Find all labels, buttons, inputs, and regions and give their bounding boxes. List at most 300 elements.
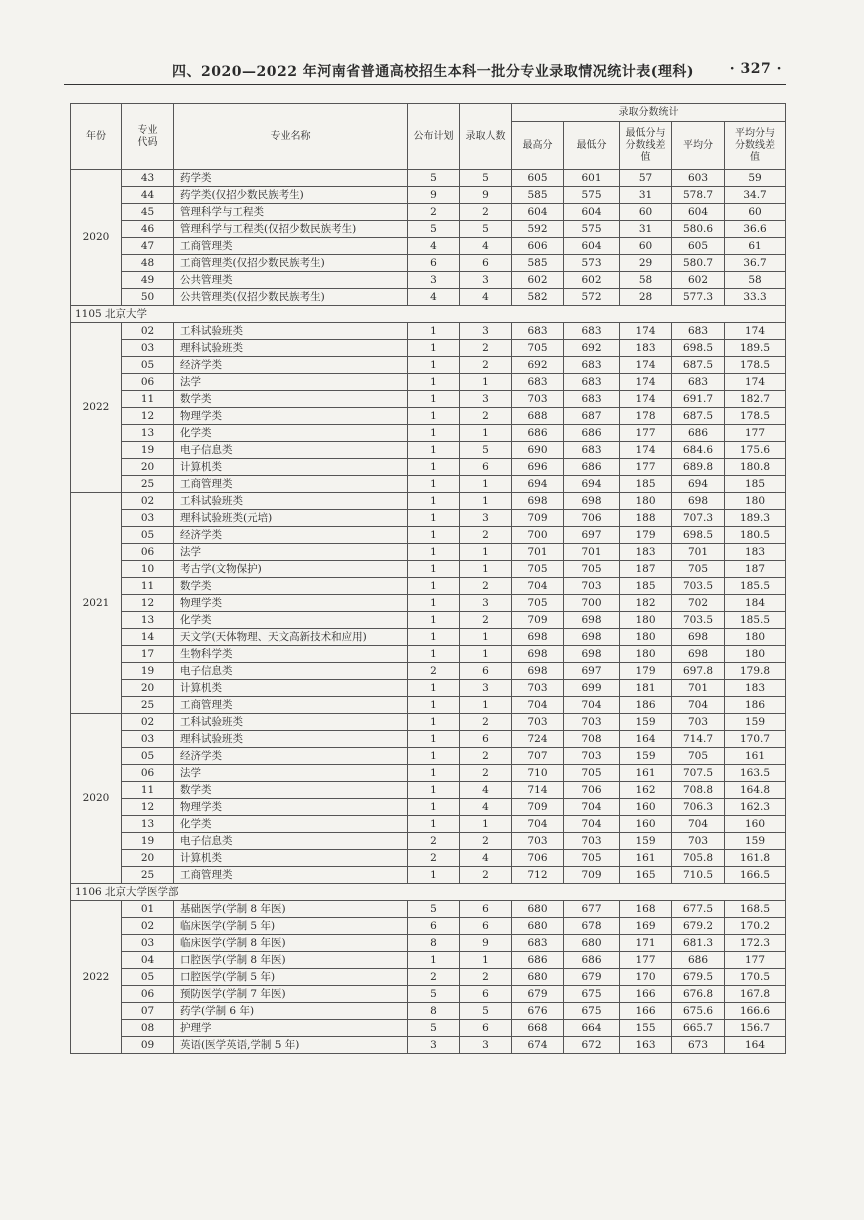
min-cell: 664: [564, 1020, 620, 1037]
major-name-cell: 化学类: [174, 425, 408, 442]
plan-cell: 9: [408, 187, 460, 204]
major-name-cell: 物理学类: [174, 408, 408, 425]
avg-diff-cell: 58: [725, 272, 786, 289]
code-cell: 02: [122, 493, 174, 510]
avg-diff-cell: 180: [725, 629, 786, 646]
page-header: [64, 58, 794, 82]
code-cell: 05: [122, 527, 174, 544]
major-name-cell: 法学: [174, 765, 408, 782]
major-name-cell: 天文学(天体物理、天文高新技术和应用): [174, 629, 408, 646]
max-cell: 704: [512, 578, 564, 595]
min-diff-cell: 180: [620, 629, 672, 646]
major-name-cell: 工科试验班类: [174, 493, 408, 510]
min-cell: 704: [564, 697, 620, 714]
max-cell: 714: [512, 782, 564, 799]
code-cell: 06: [122, 544, 174, 561]
max-cell: 704: [512, 697, 564, 714]
table-row: [71, 595, 786, 612]
admitted-cell: 5: [460, 170, 512, 187]
avg-cell: 687.5: [672, 357, 725, 374]
code-cell: 02: [122, 323, 174, 340]
major-name-cell: 化学类: [174, 816, 408, 833]
avg-diff-cell: 166.6: [725, 1003, 786, 1020]
year-cell: 2021: [71, 493, 122, 714]
avg-diff-cell: 174: [725, 323, 786, 340]
plan-cell: 1: [408, 646, 460, 663]
min-cell: 686: [564, 952, 620, 969]
min-diff-cell: 180: [620, 646, 672, 663]
code-cell: 19: [122, 833, 174, 850]
min-cell: 683: [564, 442, 620, 459]
admitted-cell: 6: [460, 918, 512, 935]
page-number: · 327 ·: [729, 61, 782, 77]
major-name-cell: 工科试验班类: [174, 714, 408, 731]
avg-cell: 708.8: [672, 782, 725, 799]
avg-diff-cell: 160: [725, 816, 786, 833]
code-cell: 13: [122, 816, 174, 833]
code-cell: 25: [122, 697, 174, 714]
major-name-cell: 预防医学(学制 7 年医): [174, 986, 408, 1003]
min-cell: 687: [564, 408, 620, 425]
table-row: [71, 204, 786, 221]
avg-cell: 683: [672, 323, 725, 340]
max-cell: 696: [512, 459, 564, 476]
admitted-cell: 3: [460, 391, 512, 408]
min-diff-cell: 179: [620, 663, 672, 680]
min-diff-cell: 180: [620, 612, 672, 629]
code-cell: 45: [122, 204, 174, 221]
major-name-cell: 临床医学(学制 8 年医): [174, 935, 408, 952]
avg-cell: 702: [672, 595, 725, 612]
max-cell: 686: [512, 952, 564, 969]
avg-cell: 703: [672, 833, 725, 850]
min-diff-cell: 174: [620, 323, 672, 340]
min-cell: 683: [564, 357, 620, 374]
avg-diff-cell: 187: [725, 561, 786, 578]
major-name-cell: 工科试验班类: [174, 323, 408, 340]
major-name-cell: 计算机类: [174, 680, 408, 697]
max-cell: 709: [512, 799, 564, 816]
plan-cell: 8: [408, 935, 460, 952]
min-cell: 573: [564, 255, 620, 272]
avg-cell: 698.5: [672, 340, 725, 357]
avg-cell: 703.5: [672, 578, 725, 595]
table-row: [71, 799, 786, 816]
max-cell: 698: [512, 493, 564, 510]
avg-cell: 675.6: [672, 1003, 725, 1020]
min-diff-cell: 57: [620, 170, 672, 187]
min-diff-cell: 165: [620, 867, 672, 884]
admitted-cell: 1: [460, 544, 512, 561]
min-cell: 683: [564, 374, 620, 391]
min-diff-cell: 183: [620, 544, 672, 561]
institution-label: 1106 北京大学医学部: [71, 884, 786, 901]
code-cell: 11: [122, 391, 174, 408]
min-diff-cell: 174: [620, 391, 672, 408]
avg-diff-cell: 179.8: [725, 663, 786, 680]
avg-cell: 701: [672, 680, 725, 697]
min-diff-cell: 60: [620, 238, 672, 255]
min-cell: 698: [564, 646, 620, 663]
table-row: [71, 901, 786, 918]
avg-cell: 673: [672, 1037, 725, 1054]
avg-cell: 705.8: [672, 850, 725, 867]
admitted-cell: 1: [460, 646, 512, 663]
plan-cell: 1: [408, 391, 460, 408]
code-cell: 02: [122, 918, 174, 935]
plan-cell: 1: [408, 578, 460, 595]
max-cell: 680: [512, 901, 564, 918]
code-cell: 13: [122, 612, 174, 629]
major-name-cell: 临床医学(学制 5 年): [174, 918, 408, 935]
admitted-cell: 2: [460, 340, 512, 357]
max-cell: 706: [512, 850, 564, 867]
min-diff-cell: 159: [620, 748, 672, 765]
avg-diff-cell: 170.5: [725, 969, 786, 986]
header-score-stats: 录取分数统计: [512, 104, 786, 122]
major-name-cell: 经济学类: [174, 748, 408, 765]
avg-diff-cell: 180.5: [725, 527, 786, 544]
max-cell: 680: [512, 918, 564, 935]
plan-cell: 1: [408, 340, 460, 357]
admitted-cell: 2: [460, 612, 512, 629]
admitted-cell: 6: [460, 663, 512, 680]
max-cell: 602: [512, 272, 564, 289]
min-diff-cell: 31: [620, 221, 672, 238]
code-cell: 10: [122, 561, 174, 578]
code-cell: 05: [122, 969, 174, 986]
avg-diff-cell: 164.8: [725, 782, 786, 799]
avg-cell: 698: [672, 629, 725, 646]
table-body: [71, 170, 786, 1054]
table-row: [71, 510, 786, 527]
avg-cell: 707.3: [672, 510, 725, 527]
min-cell: 601: [564, 170, 620, 187]
admitted-cell: 2: [460, 969, 512, 986]
admitted-cell: 3: [460, 595, 512, 612]
avg-diff-cell: 178.5: [725, 408, 786, 425]
avg-diff-cell: 185.5: [725, 578, 786, 595]
avg-diff-cell: 33.3: [725, 289, 786, 306]
header-major-name: 专业名称: [174, 104, 408, 170]
max-cell: 683: [512, 935, 564, 952]
table-row: [71, 748, 786, 765]
table-row: [71, 833, 786, 850]
table-row: [71, 170, 786, 187]
plan-cell: 1: [408, 731, 460, 748]
code-cell: 06: [122, 374, 174, 391]
major-name-cell: 工商管理类(仅招少数民族考生): [174, 255, 408, 272]
year-cell: 2022: [71, 901, 122, 1054]
table-row: [71, 221, 786, 238]
avg-diff-cell: 34.7: [725, 187, 786, 204]
avg-diff-cell: 189.3: [725, 510, 786, 527]
table-row: [71, 816, 786, 833]
major-name-cell: 经济学类: [174, 357, 408, 374]
admitted-cell: 2: [460, 408, 512, 425]
major-name-cell: 工商管理类: [174, 238, 408, 255]
plan-cell: 6: [408, 918, 460, 935]
max-cell: 698: [512, 646, 564, 663]
min-cell: 705: [564, 765, 620, 782]
avg-diff-cell: 159: [725, 714, 786, 731]
min-diff-cell: 159: [620, 833, 672, 850]
min-cell: 675: [564, 986, 620, 1003]
code-cell: 06: [122, 986, 174, 1003]
code-cell: 06: [122, 765, 174, 782]
admitted-cell: 5: [460, 221, 512, 238]
min-cell: 686: [564, 459, 620, 476]
major-name-cell: 管理科学与工程类: [174, 204, 408, 221]
min-diff-cell: 183: [620, 340, 672, 357]
major-name-cell: 工商管理类: [174, 697, 408, 714]
code-cell: 01: [122, 901, 174, 918]
avg-cell: 698.5: [672, 527, 725, 544]
code-cell: 20: [122, 850, 174, 867]
code-cell: 25: [122, 867, 174, 884]
avg-diff-cell: 59: [725, 170, 786, 187]
avg-diff-cell: 164: [725, 1037, 786, 1054]
avg-diff-cell: 170.2: [725, 918, 786, 935]
major-name-cell: 公共管理类: [174, 272, 408, 289]
min-diff-cell: 182: [620, 595, 672, 612]
admitted-cell: 6: [460, 1020, 512, 1037]
plan-cell: 2: [408, 833, 460, 850]
plan-cell: 1: [408, 459, 460, 476]
min-cell: 709: [564, 867, 620, 884]
major-name-cell: 药学(学制 6 年): [174, 1003, 408, 1020]
min-diff-cell: 161: [620, 850, 672, 867]
max-cell: 709: [512, 510, 564, 527]
avg-cell: 580.7: [672, 255, 725, 272]
table-row: [71, 986, 786, 1003]
plan-cell: 1: [408, 952, 460, 969]
admitted-cell: 5: [460, 1003, 512, 1020]
table-row: [71, 374, 786, 391]
code-cell: 14: [122, 629, 174, 646]
admitted-cell: 4: [460, 799, 512, 816]
major-name-cell: 公共管理类(仅招少数民族考生): [174, 289, 408, 306]
major-name-cell: 法学: [174, 544, 408, 561]
code-cell: 25: [122, 476, 174, 493]
admitted-cell: 2: [460, 748, 512, 765]
major-name-cell: 英语(医学英语,学制 5 年): [174, 1037, 408, 1054]
year-cell: 2020: [71, 714, 122, 884]
code-cell: 50: [122, 289, 174, 306]
min-diff-cell: 162: [620, 782, 672, 799]
avg-diff-cell: 60: [725, 204, 786, 221]
avg-cell: 683: [672, 374, 725, 391]
plan-cell: 1: [408, 442, 460, 459]
avg-cell: 689.8: [672, 459, 725, 476]
major-name-cell: 药学类(仅招少数民族考生): [174, 187, 408, 204]
avg-cell: 679.2: [672, 918, 725, 935]
table-row: [71, 289, 786, 306]
min-diff-cell: 181: [620, 680, 672, 697]
avg-diff-cell: 167.8: [725, 986, 786, 1003]
table-row: [71, 1003, 786, 1020]
major-name-cell: 计算机类: [174, 850, 408, 867]
table-row: [71, 425, 786, 442]
major-name-cell: 物理学类: [174, 799, 408, 816]
admitted-cell: 4: [460, 782, 512, 799]
code-cell: 19: [122, 442, 174, 459]
code-cell: 05: [122, 748, 174, 765]
min-diff-cell: 185: [620, 578, 672, 595]
min-cell: 680: [564, 935, 620, 952]
max-cell: 679: [512, 986, 564, 1003]
table-row: [71, 493, 786, 510]
plan-cell: 1: [408, 476, 460, 493]
max-cell: 705: [512, 561, 564, 578]
table-row: [71, 680, 786, 697]
avg-diff-cell: 185.5: [725, 612, 786, 629]
code-cell: 19: [122, 663, 174, 680]
admitted-cell: 2: [460, 357, 512, 374]
plan-cell: 1: [408, 612, 460, 629]
plan-cell: 1: [408, 323, 460, 340]
max-cell: 698: [512, 663, 564, 680]
major-name-cell: 口腔医学(学制 8 年医): [174, 952, 408, 969]
avg-cell: 684.6: [672, 442, 725, 459]
avg-cell: 705: [672, 561, 725, 578]
avg-diff-cell: 159: [725, 833, 786, 850]
min-cell: 704: [564, 799, 620, 816]
avg-diff-cell: 180: [725, 493, 786, 510]
avg-cell: 580.6: [672, 221, 725, 238]
avg-diff-cell: 180.8: [725, 459, 786, 476]
min-diff-cell: 28: [620, 289, 672, 306]
plan-cell: 2: [408, 850, 460, 867]
table-row: [71, 578, 786, 595]
max-cell: 674: [512, 1037, 564, 1054]
major-name-cell: 数学类: [174, 391, 408, 408]
major-name-cell: 理科试验班类: [174, 731, 408, 748]
max-cell: 688: [512, 408, 564, 425]
code-cell: 13: [122, 425, 174, 442]
code-cell: 05: [122, 357, 174, 374]
plan-cell: 1: [408, 374, 460, 391]
min-cell: 703: [564, 748, 620, 765]
major-name-cell: 经济学类: [174, 527, 408, 544]
avg-diff-cell: 182.7: [725, 391, 786, 408]
institution-label: 1105 北京大学: [71, 306, 786, 323]
table-row: [71, 476, 786, 493]
avg-diff-cell: 174: [725, 374, 786, 391]
max-cell: 703: [512, 391, 564, 408]
avg-cell: 603: [672, 170, 725, 187]
plan-cell: 1: [408, 782, 460, 799]
avg-cell: 665.7: [672, 1020, 725, 1037]
page-title: 四、2020—2022 年河南省普通高校招生本科一批分专业录取情况统计表(理科): [172, 64, 695, 80]
min-diff-cell: 160: [620, 799, 672, 816]
major-name-cell: 电子信息类: [174, 442, 408, 459]
plan-cell: 1: [408, 714, 460, 731]
min-diff-cell: 174: [620, 442, 672, 459]
table-row: [71, 272, 786, 289]
max-cell: 703: [512, 714, 564, 731]
max-cell: 582: [512, 289, 564, 306]
min-diff-cell: 180: [620, 493, 672, 510]
plan-cell: 1: [408, 816, 460, 833]
min-cell: 572: [564, 289, 620, 306]
admitted-cell: 1: [460, 561, 512, 578]
avg-diff-cell: 166.5: [725, 867, 786, 884]
min-diff-cell: 187: [620, 561, 672, 578]
header-min: 最低分: [564, 122, 620, 170]
max-cell: 710: [512, 765, 564, 782]
admitted-cell: 4: [460, 289, 512, 306]
min-cell: 683: [564, 391, 620, 408]
plan-cell: 2: [408, 969, 460, 986]
admitted-cell: 2: [460, 578, 512, 595]
admitted-cell: 9: [460, 187, 512, 204]
max-cell: 694: [512, 476, 564, 493]
code-cell: 04: [122, 952, 174, 969]
min-diff-cell: 160: [620, 816, 672, 833]
header-rule: [64, 84, 786, 85]
avg-cell: 698: [672, 646, 725, 663]
plan-cell: 1: [408, 680, 460, 697]
major-name-cell: 数学类: [174, 782, 408, 799]
avg-cell: 706.3: [672, 799, 725, 816]
max-cell: 683: [512, 323, 564, 340]
admitted-cell: 3: [460, 680, 512, 697]
max-cell: 692: [512, 357, 564, 374]
min-diff-cell: 177: [620, 425, 672, 442]
code-cell: 48: [122, 255, 174, 272]
avg-cell: 703: [672, 714, 725, 731]
min-cell: 604: [564, 238, 620, 255]
avg-cell: 602: [672, 272, 725, 289]
code-cell: 02: [122, 714, 174, 731]
table-row: [71, 697, 786, 714]
min-cell: 698: [564, 629, 620, 646]
min-cell: 708: [564, 731, 620, 748]
avg-diff-cell: 177: [725, 425, 786, 442]
admitted-cell: 4: [460, 238, 512, 255]
year-cell: 2022: [71, 323, 122, 493]
min-diff-cell: 168: [620, 901, 672, 918]
max-cell: 712: [512, 867, 564, 884]
code-cell: 11: [122, 782, 174, 799]
admitted-cell: 3: [460, 510, 512, 527]
code-cell: 03: [122, 935, 174, 952]
header-avg-diff: 平均分与分数线差值: [725, 122, 786, 170]
admitted-cell: 1: [460, 629, 512, 646]
min-diff-cell: 163: [620, 1037, 672, 1054]
header-min-diff: 最低分与分数线差值: [620, 122, 672, 170]
avg-diff-cell: 36.6: [725, 221, 786, 238]
min-diff-cell: 177: [620, 459, 672, 476]
max-cell: 683: [512, 374, 564, 391]
table-row: [71, 663, 786, 680]
avg-diff-cell: 184: [725, 595, 786, 612]
avg-cell: 691.7: [672, 391, 725, 408]
major-name-cell: 工商管理类: [174, 867, 408, 884]
admitted-cell: 3: [460, 323, 512, 340]
min-cell: 672: [564, 1037, 620, 1054]
plan-cell: 1: [408, 493, 460, 510]
table-row: [71, 850, 786, 867]
avg-diff-cell: 183: [725, 680, 786, 697]
admitted-cell: 3: [460, 1037, 512, 1054]
avg-diff-cell: 168.5: [725, 901, 786, 918]
major-name-cell: 口腔医学(学制 5 年): [174, 969, 408, 986]
table-row: [71, 442, 786, 459]
plan-cell: 3: [408, 1037, 460, 1054]
plan-cell: 6: [408, 255, 460, 272]
